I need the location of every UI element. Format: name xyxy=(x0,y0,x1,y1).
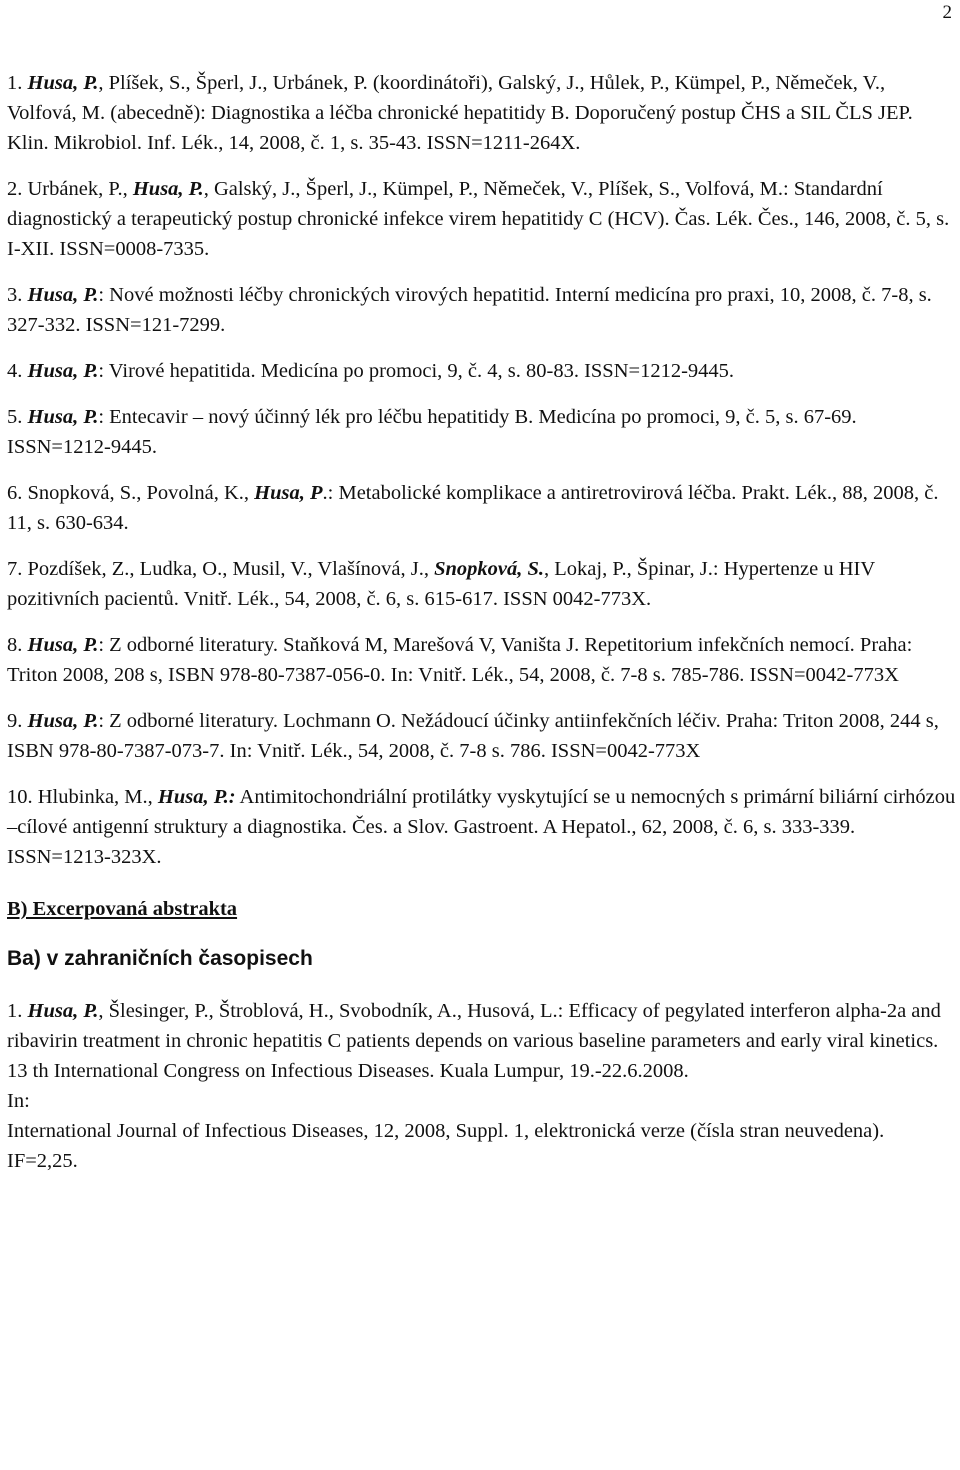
entry-prefix: 7. Pozdíšek, Z., Ludka, O., Musil, V., Vlašínová, J., xyxy=(7,558,435,580)
reference-entry-4 xyxy=(7,356,957,386)
entry-text: , Šlesinger, P., Štroblová, H., Svobodník, A., Husová, L.: Efficacy of pegylated interferon alpha-2a and ribavirin treatment in chronic hepatitis C patients depends on various baseline parameters and early viral kinetics. 13 th International Congress on Infectious Diseases. Kuala Lumpur, 19.-22.6.2008. xyxy=(7,1000,941,1082)
entry-text: : Virové hepatitida. Medicína po promoci, 9, č. 4, s. 80-83. ISSN=1212-9445. xyxy=(98,360,735,382)
entry-prefix: 6. Snopková, S., Povolná, K., xyxy=(7,482,255,504)
entry-prefix: 1. xyxy=(7,72,28,94)
reference-entry-5 xyxy=(7,402,957,462)
reference-entry-1 xyxy=(7,68,957,158)
entry-text: , Galský, J., Šperl, J., Kümpel, P., Němeček, V., Plíšek, S., Volfová, M.: Standardní diagnostický a terapeutický postup chronické infekce virem hepatitidy C (HCV). Čas. Lék. Čes., 146, 2008, č. 5, s. I-XII. ISSN=0008-7335. xyxy=(7,178,950,260)
reference-entry-10 xyxy=(7,782,957,872)
highlighted-author: Husa, P. xyxy=(27,284,99,306)
entry-prefix: 1. xyxy=(7,1000,28,1022)
entry-text: : Z odborné literatury. Staňková M, Marešová V, Vaništa J. Repetitorium infekčních nemocí. Praha: Triton 2008, 208 s, ISBN 978-80-7387-056-0. In: Vnitř. Lék., 54, 2008, č. 7-8 s. 785-786. ISSN=0042-773X xyxy=(7,634,913,686)
entry-prefix: 4. xyxy=(7,360,28,382)
publication-list xyxy=(7,68,957,1192)
highlighted-author: Husa, P xyxy=(254,482,323,504)
entry-text: .: Metabolické komplikace a antiretrovirová léčba. Prakt. Lék., 88, 2008, č. 11, s. 630-634. xyxy=(7,482,939,534)
entry-text: , Lokaj, P., Špinar, J.: Hypertenze u HIV pozitivních pacientů. Vnitř. Lék., 54, 2008, č. 6, s. 615-617. ISSN 0042-773X. xyxy=(7,558,875,610)
highlighted-author: Husa, P.: xyxy=(157,786,236,808)
highlighted-author: Husa, P. xyxy=(27,406,99,428)
entry-text: , Plíšek, S., Šperl, J., Urbánek, P. (koordinátoři), Galský, J., Hůlek, P., Kümpel, P., Němeček, V., Volfová, M. (abecedně): Diagnostika a léčba chronické hepatitidy B. Doporučený postup ČHS a SIL ČLS JEP. Klin. Mikrobiol. Inf. Lék., 14, 2008, č. 1, s. 35-43. ISSN=1211-264X. xyxy=(7,72,913,154)
journal-citation: International Journal of Infectious Diseases, 12, 2008, Suppl. 1, elektronická verze (čísla stran neuvedena). IF=2,25. xyxy=(7,1120,885,1172)
highlighted-author: Husa, P. xyxy=(27,360,99,382)
highlighted-author: Husa, P. xyxy=(27,72,99,94)
entry-prefix: 2. Urbánek, P., xyxy=(7,178,133,200)
reference-entry-9 xyxy=(7,706,957,766)
highlighted-author: Husa, P. xyxy=(27,1000,99,1022)
entry-text: : Entecavir – nový účinný lék pro léčbu hepatitidy B. Medicína po promoci, 9, č. 5, s. 67-69. ISSN=1212-9445. xyxy=(7,406,857,458)
entry-text: : Nové možnosti léčby chronických virových hepatitid. Interní medicína pro praxi, 10, 2008, č. 7-8, s. 327-332. ISSN=121-7299. xyxy=(7,284,932,336)
subsection-heading-foreign-journals: Ba) v zahraničních časopisech xyxy=(7,947,313,970)
page-number: 2 xyxy=(942,2,952,23)
entry-prefix: 10. Hlubinka, M., xyxy=(7,786,158,808)
in-label: In: xyxy=(7,1090,30,1112)
highlighted-author: Snopková, S. xyxy=(434,558,545,580)
entry-prefix: 9. xyxy=(7,710,28,732)
reference-entry-2 xyxy=(7,174,957,264)
reference-entry-6 xyxy=(7,478,957,538)
entry-prefix: 8. xyxy=(7,634,28,656)
reference-entry-7 xyxy=(7,554,957,614)
highlighted-author: Husa, P. xyxy=(132,178,204,200)
section-heading-abstracts: B) Excerpovaná abstrakta xyxy=(7,898,238,920)
entry-text: : Z odborné literatury. Lochmann O. Nežádoucí účinky antiinfekčních léčiv. Praha: Triton 2008, 244 s, ISBN 978-80-7387-073-7. In: Vnitř. Lék., 54, 2008, č. 7-8 s. 786. ISSN=0042-773X xyxy=(7,710,939,762)
highlighted-author: Husa, P. xyxy=(27,634,99,656)
entry-prefix: 3. xyxy=(7,284,28,306)
entry-prefix: 5. xyxy=(7,406,28,428)
highlighted-author: Husa, P. xyxy=(27,710,99,732)
abstract-entry-1 xyxy=(7,996,957,1176)
entry-text: Antimitochondriální protilátky vyskytující se u nemocných s primární biliární cirhózou –cílové antigenní struktury a diagnostika. Čes. a Slov. Gastroent. A Hepatol., 62, 2008, č. 6, s. 333-339. ISSN=1213-323X. xyxy=(7,786,956,868)
reference-entry-3 xyxy=(7,280,957,340)
reference-entry-8 xyxy=(7,630,957,690)
